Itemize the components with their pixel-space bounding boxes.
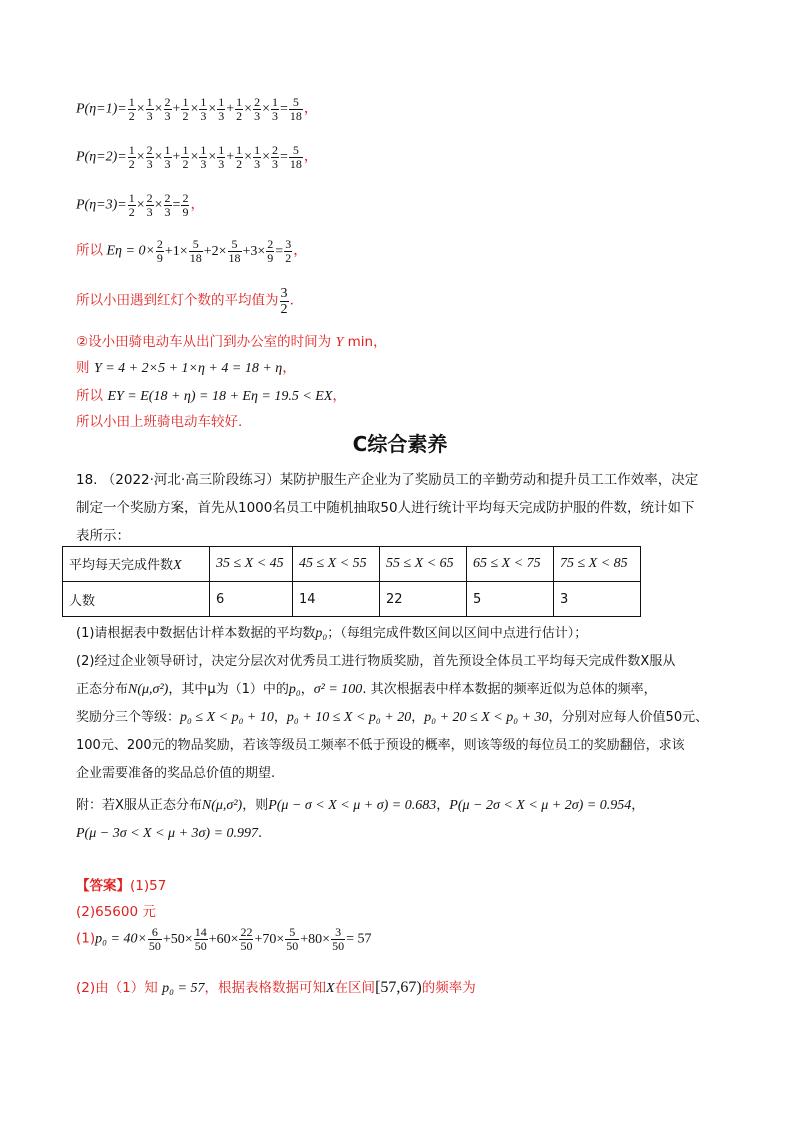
p-eta-3-line: P(η=3)= $\frac{1}{2}$ × $\frac{2}{3}$ × $\frac{2}{3}$ = $\frac{2}{9}$ ， <box>76 191 205 219</box>
q2-text-d: . 其次根据表中样本数据的频率近似为总体的频率， <box>362 682 657 697</box>
y-prefix: 则 <box>76 360 90 376</box>
comma: ， <box>332 388 347 404</box>
question-2-line-5: 企业需要准备的奖品总价值的期望. <box>76 766 276 781</box>
p1-result-num: 5 <box>292 95 299 109</box>
period: . <box>289 292 294 309</box>
avg-num: 3 <box>280 286 288 301</box>
table-cell: 45 ≤ X < 55 <box>293 547 380 582</box>
note-text-a: 附：若X服从正态分布 <box>76 798 202 813</box>
table-cell: 22 <box>380 582 467 617</box>
problem-statement <box>76 466 736 550</box>
question-2-line-3: 奖励分三个等级：p₀ ≤ X < p₀ + 10，p₀ + 10 ≤ X < p₀ + 20，p₀ + 20 ≤ X < p₀ + 30，分别对应每人价值50元、 <box>76 710 709 725</box>
note-p2: P(μ − 2σ < X < μ + 2σ) = 0.954 <box>449 798 632 813</box>
answer-line-1 <box>76 874 166 894</box>
ey-equation: EY = E(18 + η) = 18 + Eη = 19.5 < EX <box>107 389 333 404</box>
q2-p0: p₀ <box>288 682 301 697</box>
note-text-b: ，则 <box>242 798 269 813</box>
table-cell: 35 ≤ X < 45 <box>210 547 293 582</box>
average-line <box>76 286 294 317</box>
time-line <box>76 330 387 351</box>
problem-number: 18. <box>76 472 98 488</box>
exp-label: Eη = 0× <box>106 243 155 259</box>
ey-line <box>76 384 346 405</box>
section-title: C综合素养 <box>352 432 448 456</box>
question-2-line-4: 100元、200元的物品奖励，若该等级员工频率不低于预设的概率，则该等级的每位员工的奖励翻倍，求该 <box>76 738 685 753</box>
q1-tail: ；（每组完成件数区间以区间中点进行估计）； <box>327 626 588 641</box>
table-row <box>63 582 641 617</box>
q2-text-b: ，其中μ为（1）中的 <box>168 682 289 697</box>
note-end: . <box>258 826 263 841</box>
solution-2-interval: [57,67) <box>375 979 422 996</box>
note-line-1: 附：若X服从正态分布N(μ,σ²)，则P(μ − σ < X < μ + σ) = 0.683，P(μ − 2σ < X < μ + 2σ) = 0.954， <box>76 798 645 813</box>
time-unit: min， <box>343 334 387 350</box>
q2-level-3: p₀ + 20 ≤ X < p₀ + 30 <box>424 710 549 725</box>
header-label: 平均每天完成件数 <box>69 558 174 573</box>
solution-2-text-b: ，根据表格数据可知 <box>204 980 326 996</box>
problem-source: （2022·河北·高三阶段练习） <box>101 472 280 488</box>
table-cell: 3 <box>554 582 641 617</box>
avg-text: 所以小田遇到红灯个数的平均值为 <box>76 292 279 309</box>
q2-level-2: p₀ + 10 ≤ X < p₀ + 20 <box>286 710 412 725</box>
solution-2-text-d: 的频率为 <box>421 980 476 996</box>
q2-text-3b: ，分别对应每人价值50元、 <box>548 710 709 725</box>
time-text: ②设小田骑电动车从出门到办公室的时间为 <box>76 334 332 350</box>
exp-result-den: 2 <box>285 251 292 265</box>
comma: ， <box>303 149 318 165</box>
p3-result-den: 9 <box>182 205 189 219</box>
note-p1: P(μ − σ < X < μ + σ) = 0.683 <box>268 798 437 813</box>
p3-result-num: 2 <box>182 191 189 205</box>
exp-prefix: 所以 <box>76 242 103 259</box>
q2-text-c: ， <box>300 682 314 697</box>
solution-2-text-a: (2)由（1）知 <box>76 980 158 996</box>
p2-result-num: 5 <box>292 143 299 157</box>
question-2-line-1: (2)经过企业领导研讨，决定分层次对优秀员工进行物质奖励，首先预设全体员工平均每天完成件数X服从 <box>76 654 676 669</box>
q1-var: p₀ <box>315 626 328 641</box>
q2-sigma: σ² = 100 <box>313 682 363 697</box>
answer-1: (1)57 <box>130 878 167 894</box>
q1-text: (1)请根据表中数据估计样本数据的平均数 <box>76 626 316 641</box>
solution-1-line: (1)p₀ = 40× $\frac{6}{50}$ +50× $\frac{14}{50}$ +60× $\frac{22}{50}$ +70× $\frac{5}{50}$ +80× $\frac{3}{50}$ = 57 <box>76 925 372 953</box>
y-equation: Y = 4 + 2×5 + 1×η + 4 = 18 + η <box>93 361 283 376</box>
problem-text-3: 表所示： <box>76 528 130 544</box>
comma: ， <box>282 360 297 376</box>
answer-2: (2)65600 元 <box>76 904 156 920</box>
table-cell: 5 <box>467 582 554 617</box>
q2-dist: N(μ,σ²) <box>128 682 169 697</box>
table-cell: 14 <box>293 582 380 617</box>
comma: ， <box>293 243 308 259</box>
ey-prefix: 所以 <box>76 388 103 404</box>
expectation-line: 所以 Eη = 0× $\frac{2}{9}$ +1× $\frac{5}{18}$ +2× $\frac{5}{18}$ +3× $\frac{2}{9}$ = $\frac{3}{2}$ ， <box>76 237 308 265</box>
q2-text-a: 正态分布 <box>76 682 129 697</box>
table-header-cell: 人数 <box>63 582 210 617</box>
table-row <box>63 547 641 582</box>
table-header-cell <box>63 547 210 582</box>
note-p3: P(μ − 3σ < X < μ + 3σ) = 0.997 <box>76 826 259 841</box>
problem-text-2: 制定一个奖励方案，首先从1000名员工中随机抽取50人进行统计平均每天完成防护服的件数，统计如下 <box>76 500 695 516</box>
solution-2-var: X <box>326 981 335 996</box>
solution-2-text-c: 在区间 <box>334 980 376 996</box>
solution-2-line <box>76 976 476 997</box>
avg-den: 2 <box>280 302 288 317</box>
table-cell: 55 ≤ X < 65 <box>380 547 467 582</box>
problem-line-1 <box>76 466 736 494</box>
questions <box>76 620 756 848</box>
q2-level-1: p₀ ≤ X < p₀ + 10 <box>180 710 274 725</box>
p2-result-den: 18 <box>289 157 302 171</box>
y-line <box>76 356 296 377</box>
question-2-line-2 <box>76 676 756 704</box>
table-cell: 6 <box>210 582 293 617</box>
p-eta-1-line: P(η=1)= $\frac{1}{2}$ × $\frac{1}{3}$ × $\frac{2}{3}$ + $\frac{1}{2}$ × $\frac{1}{3}$ × $\frac{1}{3}$ + $\frac{1}{2}$ × $\frac{2}{3}$ × $\frac{1}{3}$ = $\frac{5}{18}$ ， <box>76 95 318 123</box>
p1-result-den: 18 <box>289 109 302 123</box>
q2-text-3a: 奖励分三个等级： <box>76 710 181 725</box>
note-dist: N(μ,σ²) <box>201 798 243 813</box>
solution-2-eq: p₀ = 57 <box>162 981 205 996</box>
comma: ， <box>303 101 318 117</box>
solution-1-lhs: p₀ = 40× <box>95 931 147 947</box>
table-cell: 65 ≤ X < 75 <box>467 547 554 582</box>
answer-label: 【答案】 <box>76 878 130 894</box>
p-eta-3-label: P(η=3)= <box>76 197 127 213</box>
problem-text-1: 某防护服生产企业为了奖励员工的辛勤劳动和提升员工工作效率，决定 <box>279 472 699 488</box>
header-var: X <box>173 558 182 573</box>
solution-1-prefix: (1) <box>76 930 96 947</box>
conclusion-text: 所以小田上班骑电动车较好. <box>76 414 243 430</box>
table-cell: 75 ≤ X < 85 <box>554 547 641 582</box>
note-line-2 <box>76 820 756 848</box>
p-eta-1-label: P(η=1)= <box>76 101 127 117</box>
exp-result-num: 3 <box>285 237 292 251</box>
question-1 <box>76 620 756 648</box>
data-table <box>62 546 641 617</box>
p-eta-2-label: P(η=2)= <box>76 149 127 165</box>
time-var: Y <box>335 335 344 350</box>
comma: ， <box>190 197 205 213</box>
p-eta-2-line: P(η=2)= $\frac{1}{2}$ × $\frac{2}{3}$ × $\frac{1}{3}$ + $\frac{1}{2}$ × $\frac{1}{3}$ × $\frac{1}{3}$ + $\frac{1}{2}$ × $\frac{1}{3}$ × $\frac{2}{3}$ = $\frac{5}{18}$ ， <box>76 143 318 171</box>
solution-1-result: = 57 <box>346 931 372 947</box>
